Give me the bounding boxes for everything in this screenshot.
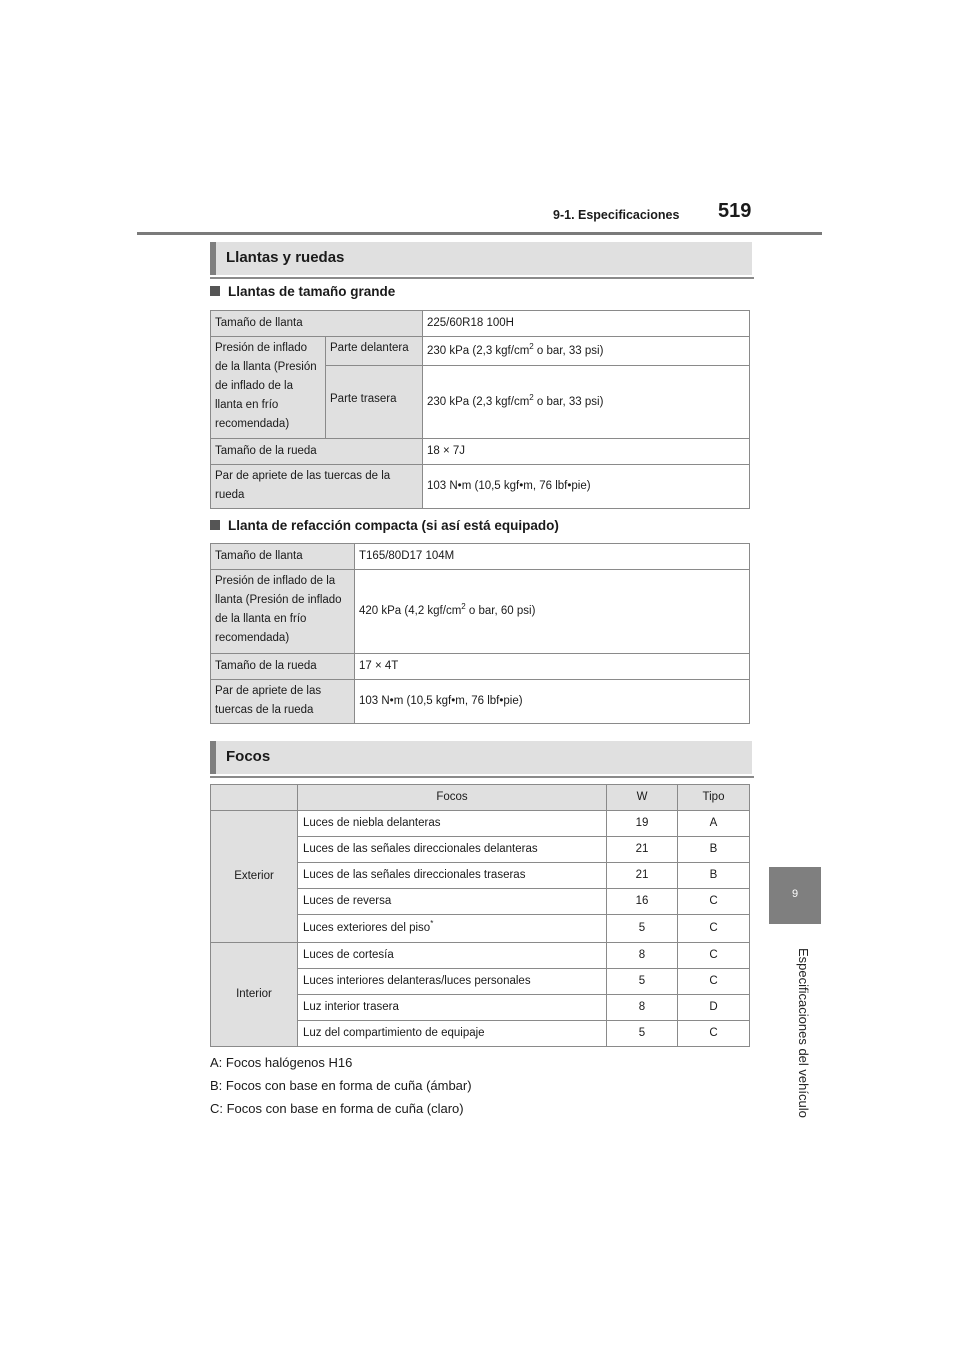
table-row [211, 811, 750, 837]
bulb-name: Luces interiores delanteras/luces personales [298, 969, 607, 995]
chapter-label: Especificaciones del vehículo [796, 948, 811, 1118]
bulb-type: B [678, 837, 750, 863]
table-focos [210, 784, 750, 1047]
table-llanta-refaccion [210, 543, 750, 724]
square-bullet-icon [210, 520, 220, 530]
cell-value: 225/60R18 100H [423, 311, 750, 337]
legend-line: B: Focos con base en forma de cuña (ámbar) [210, 1078, 472, 1093]
cell-value: 230 kPa (2,3 kgf/$cm^2$ o bar, 33 psi) [423, 337, 750, 366]
bulb-watts: 5 [607, 915, 678, 943]
bulb-name: Luces de reversa [298, 889, 607, 915]
bulb-watts: 5 [607, 1021, 678, 1047]
cell-label: Par de apriete de las tuercas de la rueda [211, 680, 355, 724]
cell-value: 420 kPa (4,2 kgf/$cm^2$ o bar, 60 psi) [355, 570, 750, 654]
bulb-name: Luces de las señales direccionales delanteras [298, 837, 607, 863]
legend-line: A: Focos halógenos H16 [210, 1055, 353, 1070]
bulb-watts: 19 [607, 811, 678, 837]
bulb-name: Luz del compartimiento de equipaje [298, 1021, 607, 1047]
column-header [211, 785, 298, 811]
bulb-type: B [678, 863, 750, 889]
cell-label: Parte trasera [326, 366, 423, 439]
group-label-exterior: Exterior [211, 811, 298, 943]
bulb-watts: 16 [607, 889, 678, 915]
bulb-type: C [678, 943, 750, 969]
section-title-focos: Focos [226, 748, 271, 765]
bulb-type: C [678, 889, 750, 915]
bulb-type: C [678, 1021, 750, 1047]
cell-label: Tamaño de la rueda [211, 654, 355, 680]
header-divider [137, 232, 822, 235]
group-label-interior: Interior [211, 943, 298, 1047]
bulb-name: Luz interior trasera [298, 995, 607, 1021]
table-row [211, 943, 750, 969]
bulb-type: C [678, 969, 750, 995]
chapter-number: 9 [791, 888, 799, 900]
column-header: Focos [298, 785, 607, 811]
cell-value: 103 N•m (10,5 kgf•m, 76 lbf•pie) [423, 465, 750, 509]
bulb-name: Luces de las señales direccionales traseras [298, 863, 607, 889]
cell-value: 18 × 7J [423, 439, 750, 465]
section-title: 9-1. Especificaciones [553, 208, 680, 222]
footnote-marker: * [430, 919, 434, 929]
column-header: W [607, 785, 678, 811]
section-title-llantas: Llantas y ruedas [226, 249, 345, 266]
cell-label: Tamaño de la rueda [211, 439, 423, 465]
subheading-llantas-grande [210, 284, 395, 299]
chapter-tab [769, 867, 821, 924]
cell-value: 103 N•m (10,5 kgf•m, 76 lbf•pie) [355, 680, 750, 724]
subheading-text: Llanta de refacción compacta (si así está equipado) [228, 518, 559, 533]
bulb-watts: 8 [607, 995, 678, 1021]
square-bullet-icon [210, 286, 220, 296]
bulb-watts: 21 [607, 837, 678, 863]
bulb-watts: 5 [607, 969, 678, 995]
bulb-name: Luces exteriores del piso* [298, 915, 607, 943]
cell-label: Par de apriete de las tuercas de la rueda [211, 465, 423, 509]
bulb-type: D [678, 995, 750, 1021]
cell-label: Presión de inflado de la llanta (Presión de inflado de la llanta en frío recomendada) [211, 570, 355, 654]
bulb-type: C [678, 915, 750, 943]
subheading-text: Llantas de tamaño grande [228, 284, 396, 299]
cell-value: T165/80D17 104M [355, 544, 750, 570]
table-llantas-grande [210, 310, 750, 509]
bulb-name: Luces de cortesía [298, 943, 607, 969]
cell-label: Presión de inflado de la llanta (Presión de inflado de la llanta en frío recomendada) [211, 337, 326, 439]
subheading-llanta-refaccion [210, 518, 559, 533]
legend-line: C: Focos con base en forma de cuña (claro) [210, 1101, 464, 1116]
cell-label: Parte delantera [326, 337, 423, 366]
bulb-watts: 21 [607, 863, 678, 889]
section-header-focos [210, 741, 752, 774]
page-number: 519 [718, 200, 752, 222]
section-header-llantas [210, 242, 752, 275]
cell-value: 17 × 4T [355, 654, 750, 680]
cell-value: 230 kPa (2,3 kgf/$cm^2$ o bar, 33 psi) [423, 366, 750, 439]
bulb-watts: 8 [607, 943, 678, 969]
cell-label: Tamaño de llanta [211, 544, 355, 570]
cell-label: Tamaño de llanta [211, 311, 423, 337]
bulb-name: Luces de niebla delanteras [298, 811, 607, 837]
bulb-type: A [678, 811, 750, 837]
column-header: Tipo [678, 785, 750, 811]
